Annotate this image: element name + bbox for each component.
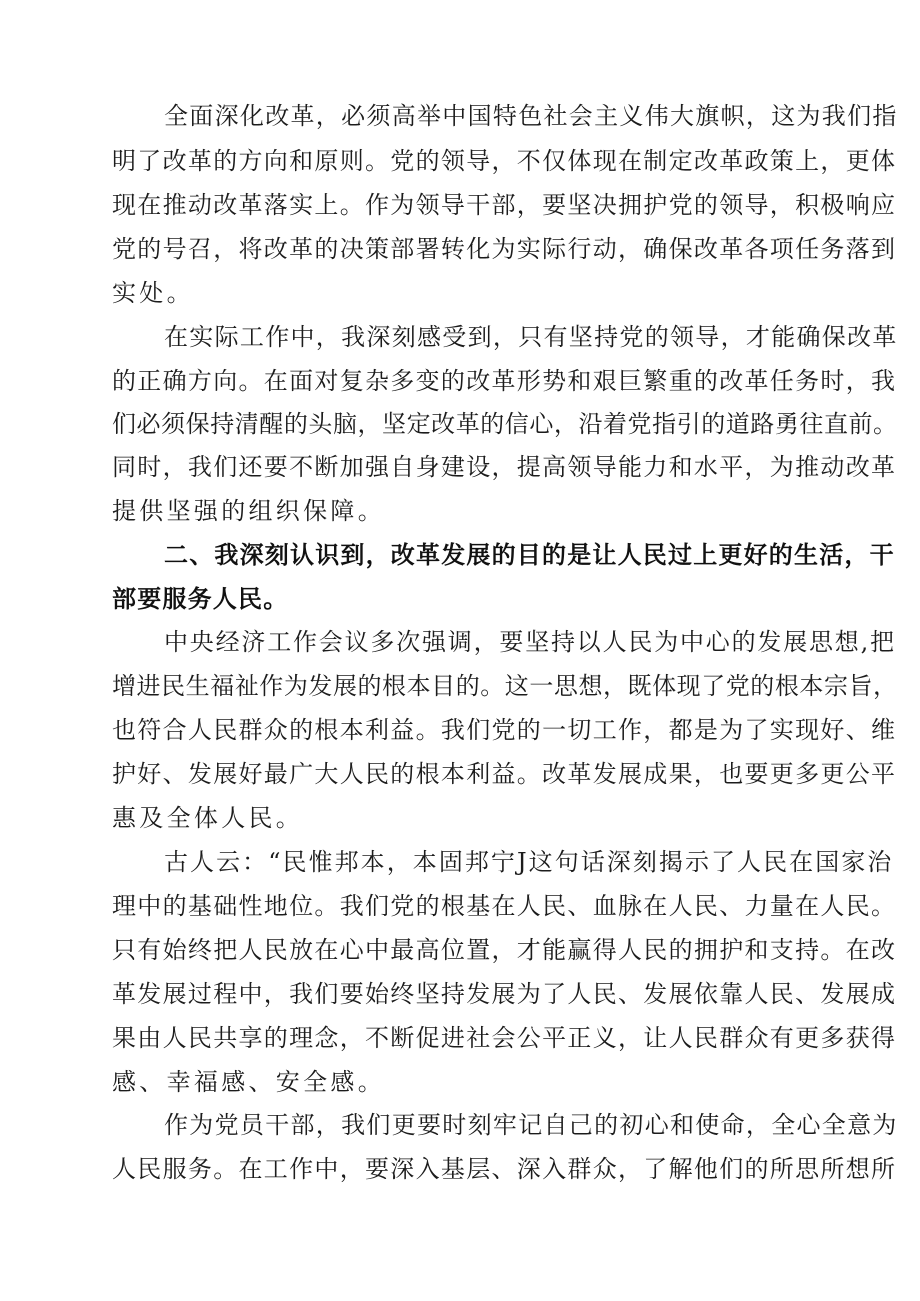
text-line: 全面深化改革，必须高举中国特色社会主义伟大旗帜，这为我们指 [164, 102, 898, 130]
text-line: 理中的基础性地位。我们党的根基在人民、血脉在人民、力量在人民。 [112, 892, 897, 920]
text-line: 惠及全体人民。 [112, 804, 304, 832]
text-line: 增进民生福祉作为发展的根本目的。这一思想，既体现了党的根本宗旨， [112, 672, 898, 700]
section-heading: 二、我深刻认识到，改革发展的目的是让人民过上更好的生活，干 [164, 541, 895, 569]
text-line: 果由人民共享的理念，不断促进社会公平正义，让人民群众有更多获得 [112, 1024, 897, 1052]
text-line: 同时，我们还要不断加强自身建设，提高领导能力和水平，为推动改革 [112, 453, 897, 481]
text-line: 在实际工作中，我深刻感受到，只有坚持党的领导，才能确保改革 [164, 323, 898, 351]
text-line: 革发展过程中，我们要始终坚持发展为了人民、发展依靠人民、发展成 [112, 980, 897, 1008]
text-line: 作为党员干部，我们更要时刻牢记自己的初心和使命，全心全意为 [164, 1111, 898, 1139]
text-line: 也符合人民群众的根本利益。我们党的一切工作，都是为了实现好、维 [112, 716, 897, 744]
text-line: 明了改革的方向和原则。党的领导，不仅体现在制定改革政策上，更体 [112, 147, 897, 175]
text-line: 感、幸福感、安全感。 [112, 1068, 385, 1096]
text-line: 只有始终把人民放在心中最高位置，才能赢得人民的拥护和支持。在改 [112, 936, 897, 964]
text-line: 人民服务。在工作中，要深入基层、深入群众，了解他们的所思所想所 [112, 1155, 897, 1183]
text-line: 中央经济工作会议多次强调，要坚持以人民为中心的发展思想,把 [164, 628, 896, 656]
text-line: 现在推动改革落实上。作为领导干部，要坚决拥护党的领导，积极响应 [112, 191, 897, 219]
text-line: 党的号召，将改革的决策部署转化为实际行动，确保改革各项任务落到 [112, 235, 897, 263]
text-line: 实处。 [112, 279, 194, 307]
section-heading: 部要服务人民。 [112, 585, 289, 613]
text-line: 古人云：“民惟邦本，本固邦宁J这句话深刻揭示了人民在国家治 [164, 848, 894, 876]
text-line: 的正确方向。在面对复杂多变的改革形势和艰巨繁重的改革任务时，我 [112, 367, 897, 395]
text-line: 提供坚强的组织保障。 [112, 497, 385, 525]
text-line: 们必须保持清醒的头脑，坚定改革的信心，沿着党指引的道路勇往直前。 [112, 410, 898, 438]
text-line: 护好、发展好最广大人民的根本利益。改革发展成果，也要更多更公平 [112, 760, 897, 788]
